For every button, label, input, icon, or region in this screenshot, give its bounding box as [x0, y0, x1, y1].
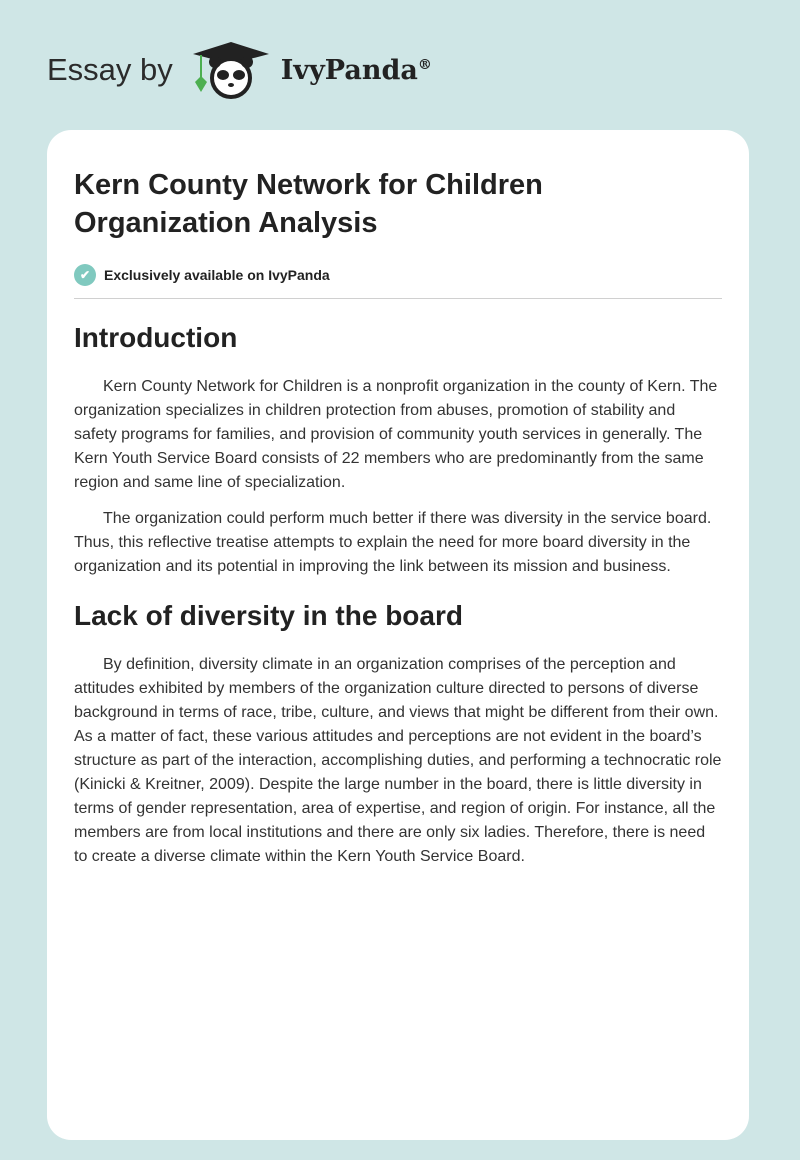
check-icon: ✔: [74, 264, 96, 286]
paragraph: Kern County Network for Children is a nonprofit organization in the county of Kern. The organization specializes in children protection from abuses, promotion of stability and safety programs for families, and provision of community youth services in generally. The Kern Youth Service Board consists of 22 members who are predominantly from the same region and same line of specialization.: [74, 378, 718, 491]
exclusive-badge: [74, 264, 722, 286]
essay-title: Kern County Network for Children Organization Analysis: [74, 169, 543, 239]
essay-card: [47, 130, 749, 1140]
ivypanda-logo-icon[interactable]: [191, 40, 271, 100]
brand-text: IvyPanda: [280, 54, 418, 86]
paragraph: By definition, diversity climate in an organization comprises of the perception and attitudes exhibited by members of the organization culture directed to persons of diverse background in terms of race, tribe, culture, and views that might be different from their own. As a matter of fact, these various attitudes and perceptions are not evident in the board’s structure as part of the interaction, accomplishing duties, and performing a technocratic role (Kinicki & Kreitner, 2009). Despite the large number in the board, there is little diversity in terms of gender representation, area of expertise, and region of origin. For instance, all the members are from local institutions and there are only six ladies. Therefore, there is need to create a diverse climate within the Kern Youth Service Board.: [74, 656, 722, 865]
section-heading: Lack of diversity in the board: [74, 600, 463, 631]
divider: [74, 298, 722, 299]
section-heading: Introduction: [74, 322, 238, 353]
essay-by-label: Essay by: [47, 52, 173, 87]
site-header: [47, 40, 432, 100]
paragraph: The organization could perform much better if there was diversity in the service board. Thus, this reflective treatise attempts to explain the need for more board diversity in the organization and its potential in improving the link between its mission and business.: [74, 510, 712, 575]
brand-name[interactable]: [281, 55, 432, 86]
registered-mark: ®: [417, 56, 432, 73]
badge-text: Exclusively available on IvyPanda: [104, 267, 330, 283]
